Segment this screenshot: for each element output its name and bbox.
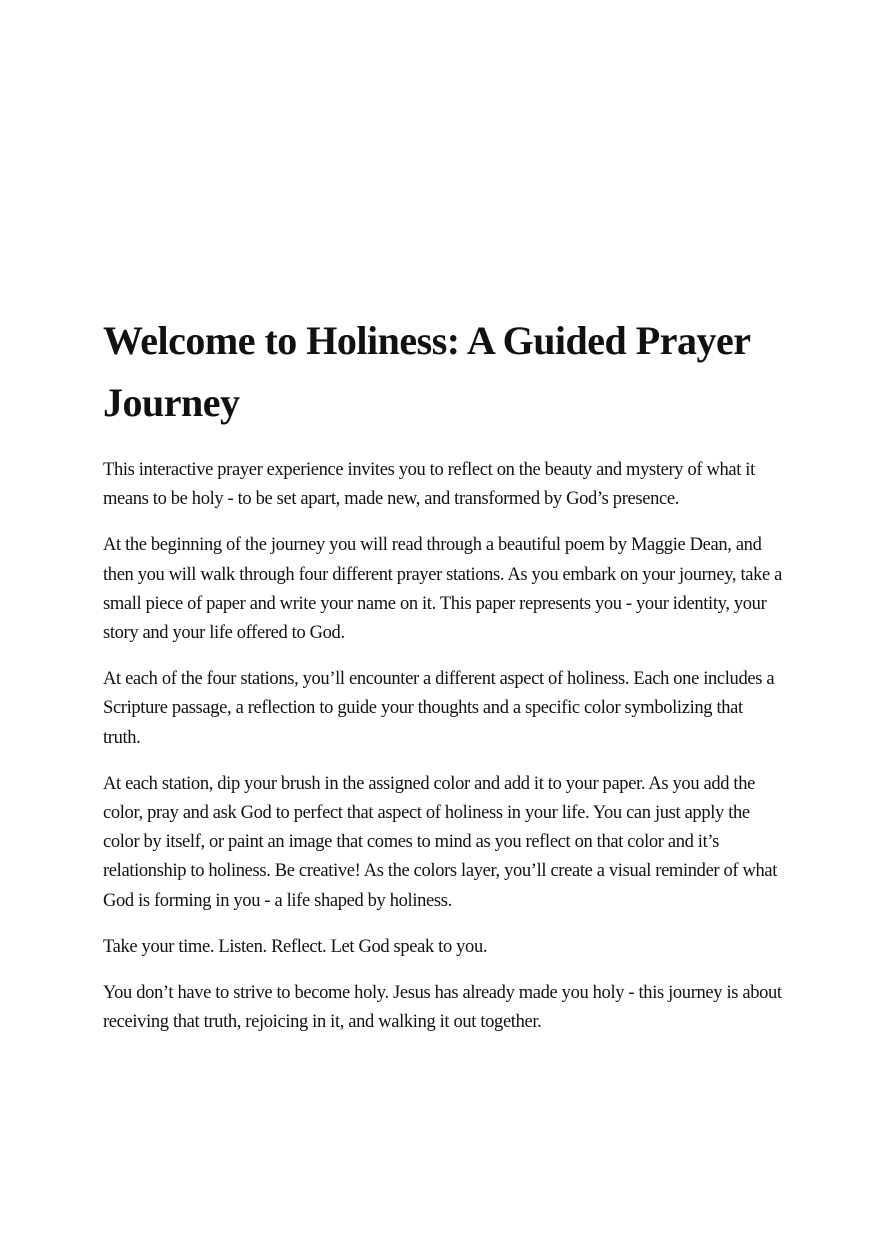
document-page: [103, 310, 783, 1054]
journey-paragraph: At the beginning of the journey you will read through a beautiful poem by Maggie Dean, and then you will walk through four different prayer stations. As you embark on your journey, take a small piece of paper and write your name on it. This paper represents you - your identity, your story and your life offered to God.: [103, 535, 782, 644]
closing-paragraph: You don’t have to strive to become holy. Jesus has already made you holy - this journey is about receiving that truth, rejoicing in it, and walking it out together.: [103, 983, 782, 1033]
page-title: Welcome to Holiness: A Guided Prayer Journey: [103, 318, 750, 425]
intro-paragraph: This interactive prayer experience invites you to reflect on the beauty and mystery of what it means to be holy - to be set apart, made new, and transformed by God’s presence.: [103, 460, 755, 510]
reflection-paragraph: Take your time. Listen. Reflect. Let God speak to you.: [103, 936, 488, 957]
stations-paragraph: At each of the four stations, you’ll encounter a different aspect of holiness. Each one includes a Scripture passage, a reflection to guide your thoughts and a specific color symbolizing that truth.: [103, 669, 775, 748]
instructions-paragraph: At each station, dip your brush in the assigned color and add it to your paper. As you add the color, pray and ask God to perfect that aspect of holiness in your life. You can just apply the color by itself, or paint an image that comes to mind as you reflect on that color and it’s relationship to holiness. Be creative! As the colors layer, you’ll create a visual reminder of what God is forming in you - a life shaped by holiness.: [103, 773, 778, 911]
